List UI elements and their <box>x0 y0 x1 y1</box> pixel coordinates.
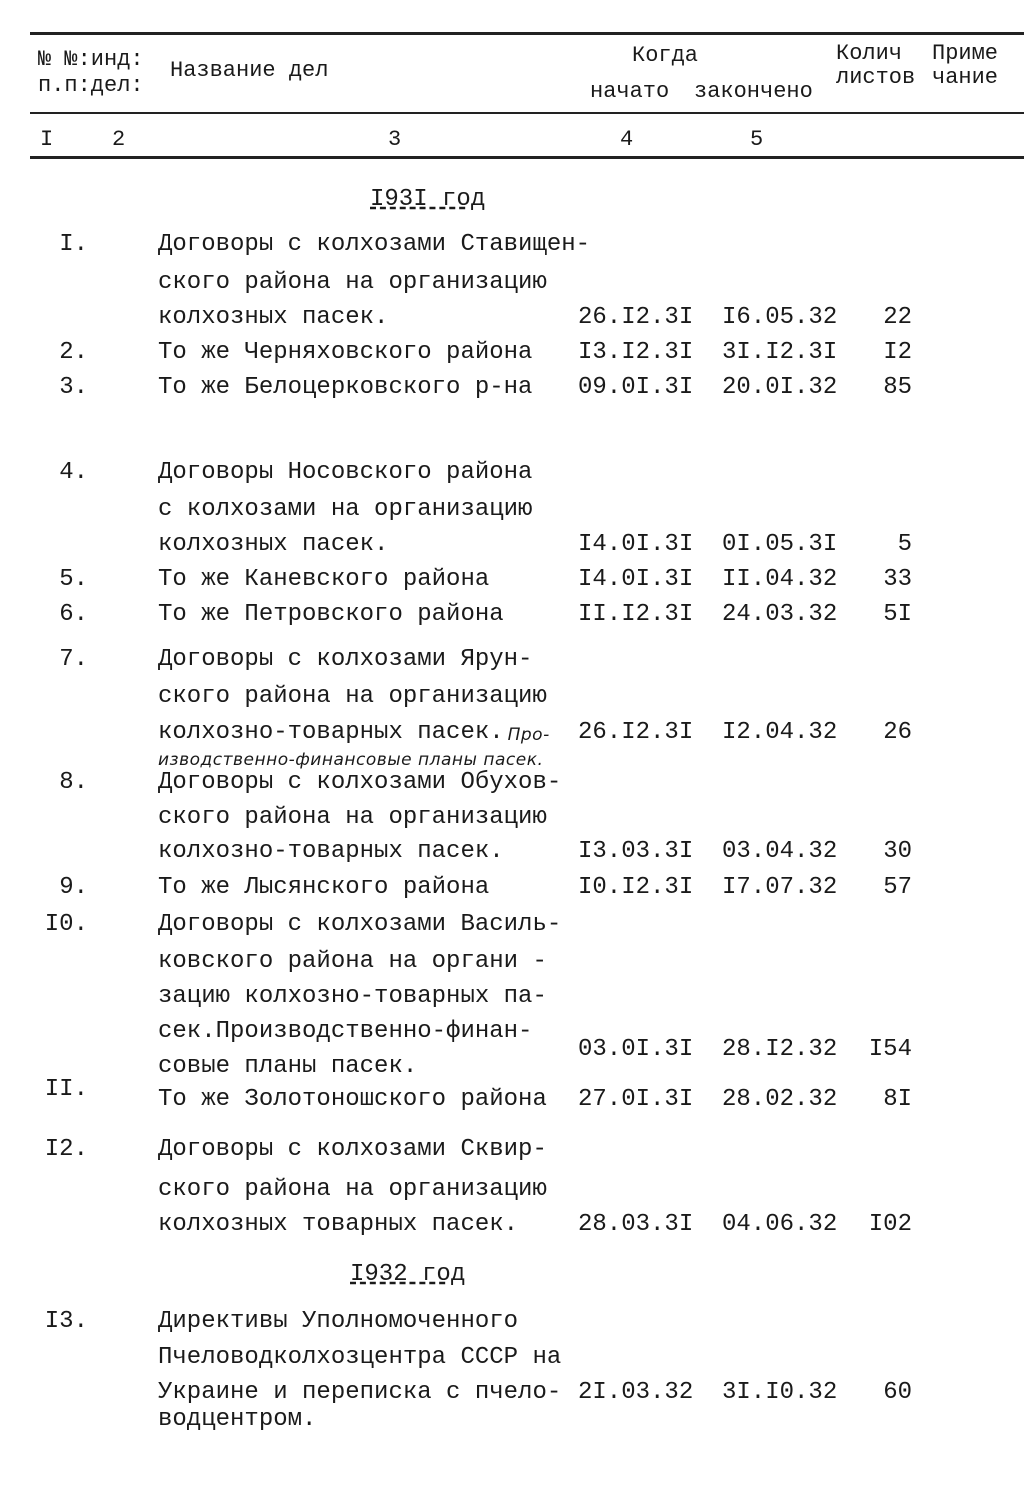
entry-title-line: То же Белоцерковского р-на <box>158 374 533 401</box>
entry-start-date: 09.0I.3I <box>578 374 694 401</box>
header-number-index: № №:инд: <box>38 47 144 72</box>
entry-title-line: колхозных пасек. <box>158 304 389 331</box>
entry-title-line: Пчеловодколхозцентра СССР на <box>158 1344 562 1371</box>
entry-sheet-count: 26 <box>883 719 912 746</box>
entry-end-date: I7.07.32 <box>722 874 838 901</box>
header-title: Название дел <box>170 58 329 83</box>
entry-title-line: ковского района на органи - <box>158 948 547 975</box>
entry-sheet-count: 30 <box>883 838 912 865</box>
column-number-2: 2 <box>112 127 126 152</box>
entry-title-line: Договоры с колхозами Ярун- <box>158 646 533 673</box>
entry-number: II. <box>44 1076 88 1103</box>
entry-start-date: I4.0I.3I <box>578 566 694 593</box>
entry-end-date: 0I.05.3I <box>722 531 838 558</box>
entry-number: I3. <box>44 1308 88 1335</box>
entry-end-date: 28.I2.32 <box>722 1036 838 1063</box>
entry-title-line: ского района на организацию <box>158 269 547 296</box>
entry-sheet-count: I54 <box>868 1036 912 1063</box>
entry-number: 2. <box>59 339 88 366</box>
entry-title-line: Украине и переписка с пчело- <box>158 1379 562 1406</box>
entry-number: 5. <box>59 566 88 593</box>
entry-title-line: То же Лысянского района <box>158 874 490 901</box>
header-note: Приме <box>932 41 999 66</box>
entry-title-line: Договоры с колхозами Сквир- <box>158 1136 547 1163</box>
top-rule <box>30 32 1024 35</box>
year-heading-1931: I93I год <box>370 186 486 213</box>
entry-title-line: с колхозами на организацию <box>158 496 533 523</box>
entry-number: 4. <box>59 459 88 486</box>
entry-title-line: То же Петровского района <box>158 601 504 628</box>
entry-end-date: 04.06.32 <box>722 1211 838 1238</box>
entry-title-line: ского района на организацию <box>158 683 547 710</box>
year-heading-1932: I932 год <box>350 1261 466 1288</box>
entry-sheet-count: 8I <box>883 1086 912 1113</box>
entry-sheet-count: 85 <box>883 374 912 401</box>
entry-number: 9. <box>59 874 88 901</box>
entry-number: 8. <box>59 769 88 796</box>
entry-title-line: ского района на организацию <box>158 1176 547 1203</box>
entry-title-line: совые планы пасек. <box>158 1053 418 1080</box>
column-number-1: I <box>40 127 54 152</box>
entry-start-date: 27.0I.3I <box>578 1086 694 1113</box>
entry-end-date: I6.05.32 <box>722 304 838 331</box>
header-count-2: листов <box>836 65 916 90</box>
entry-end-date: II.04.32 <box>722 566 838 593</box>
entry-start-date: 26.I2.3I <box>578 304 694 331</box>
handwritten-note: Про- <box>507 725 550 745</box>
header-note-2: чание <box>932 65 999 90</box>
entry-title-line: колхозно-товарных пасек. <box>158 838 504 865</box>
header-started: начато <box>590 79 670 104</box>
entry-sheet-count: 57 <box>883 874 912 901</box>
entry-number: I2. <box>44 1136 88 1163</box>
entry-number: 3. <box>59 374 88 401</box>
entry-title-line: колхозных пасек. <box>158 531 389 558</box>
header-number-index-2: п.п:дел: <box>38 73 144 98</box>
entry-title-line: сек.Производственно-финан- <box>158 1018 533 1045</box>
entry-title-line: колхозно-товарных пасек. <box>158 719 504 746</box>
entry-start-date: 28.03.3I <box>578 1211 694 1238</box>
header-finished: закончено <box>694 79 813 104</box>
entry-number: 7. <box>59 646 88 673</box>
entry-sheet-count: 60 <box>883 1379 912 1406</box>
entry-title-line: Директивы Уполномоченного <box>158 1308 519 1335</box>
entry-sheet-count: 33 <box>883 566 912 593</box>
entry-title-line: Договоры с колхозами Обухов- <box>158 769 562 796</box>
entry-start-date: 03.0I.3I <box>578 1036 694 1063</box>
entry-number: I0. <box>44 911 88 938</box>
entry-title-line: зацию колхозно-товарных па- <box>158 983 547 1010</box>
entry-start-date: I4.0I.3I <box>578 531 694 558</box>
entry-title-line: колхозных товарных пасек. <box>158 1211 519 1238</box>
header-count: Колич <box>836 41 903 66</box>
entry-title-line: ского района на организацию <box>158 804 547 831</box>
entry-sheet-count: 5I <box>883 601 912 628</box>
entry-title-line: водцентром. <box>158 1406 317 1433</box>
column-number-5: 5 <box>750 127 764 152</box>
entry-sheet-count: 5 <box>897 531 912 558</box>
entry-end-date: 03.04.32 <box>722 838 838 865</box>
entry-sheet-count: I02 <box>868 1211 912 1238</box>
entry-title-line: Договоры с колхозами Василь- <box>158 911 562 938</box>
entry-start-date: II.I2.3I <box>578 601 694 628</box>
entry-number: I. <box>59 231 88 258</box>
entry-title-line: Договоры Носовского района <box>158 459 533 486</box>
entry-start-date: 2I.03.32 <box>578 1379 694 1406</box>
entry-title-line: То же Каневского района <box>158 566 490 593</box>
entry-start-date: I0.I2.3I <box>578 874 694 901</box>
entry-title-line: Договоры с колхозами Ставищен- <box>158 231 591 258</box>
entry-start-date: I3.03.3I <box>578 838 694 865</box>
entry-start-date: I3.I2.3I <box>578 339 694 366</box>
entry-end-date: 3I.I2.3I <box>722 339 838 366</box>
entry-end-date: 24.03.32 <box>722 601 838 628</box>
entry-end-date: 28.02.32 <box>722 1086 838 1113</box>
column-number-3: 3 <box>388 127 402 152</box>
entry-sheet-count: I2 <box>883 339 912 366</box>
header-when: Когда <box>632 43 699 68</box>
entry-sheet-count: 22 <box>883 304 912 331</box>
header-bottom-rule <box>30 156 1024 159</box>
entry-end-date: 20.0I.32 <box>722 374 838 401</box>
entry-end-date: 3I.I0.32 <box>722 1379 838 1406</box>
entry-start-date: 26.I2.3I <box>578 719 694 746</box>
entry-end-date: I2.04.32 <box>722 719 838 746</box>
header-rule <box>30 112 1024 114</box>
entry-title-line: То же Черняховского района <box>158 339 533 366</box>
entry-title-line: То же Золотоношского района <box>158 1086 547 1113</box>
column-number-4: 4 <box>620 127 634 152</box>
handwritten-note: изводственно-финансовые планы пасек. <box>158 750 544 770</box>
entry-number: 6. <box>59 601 88 628</box>
